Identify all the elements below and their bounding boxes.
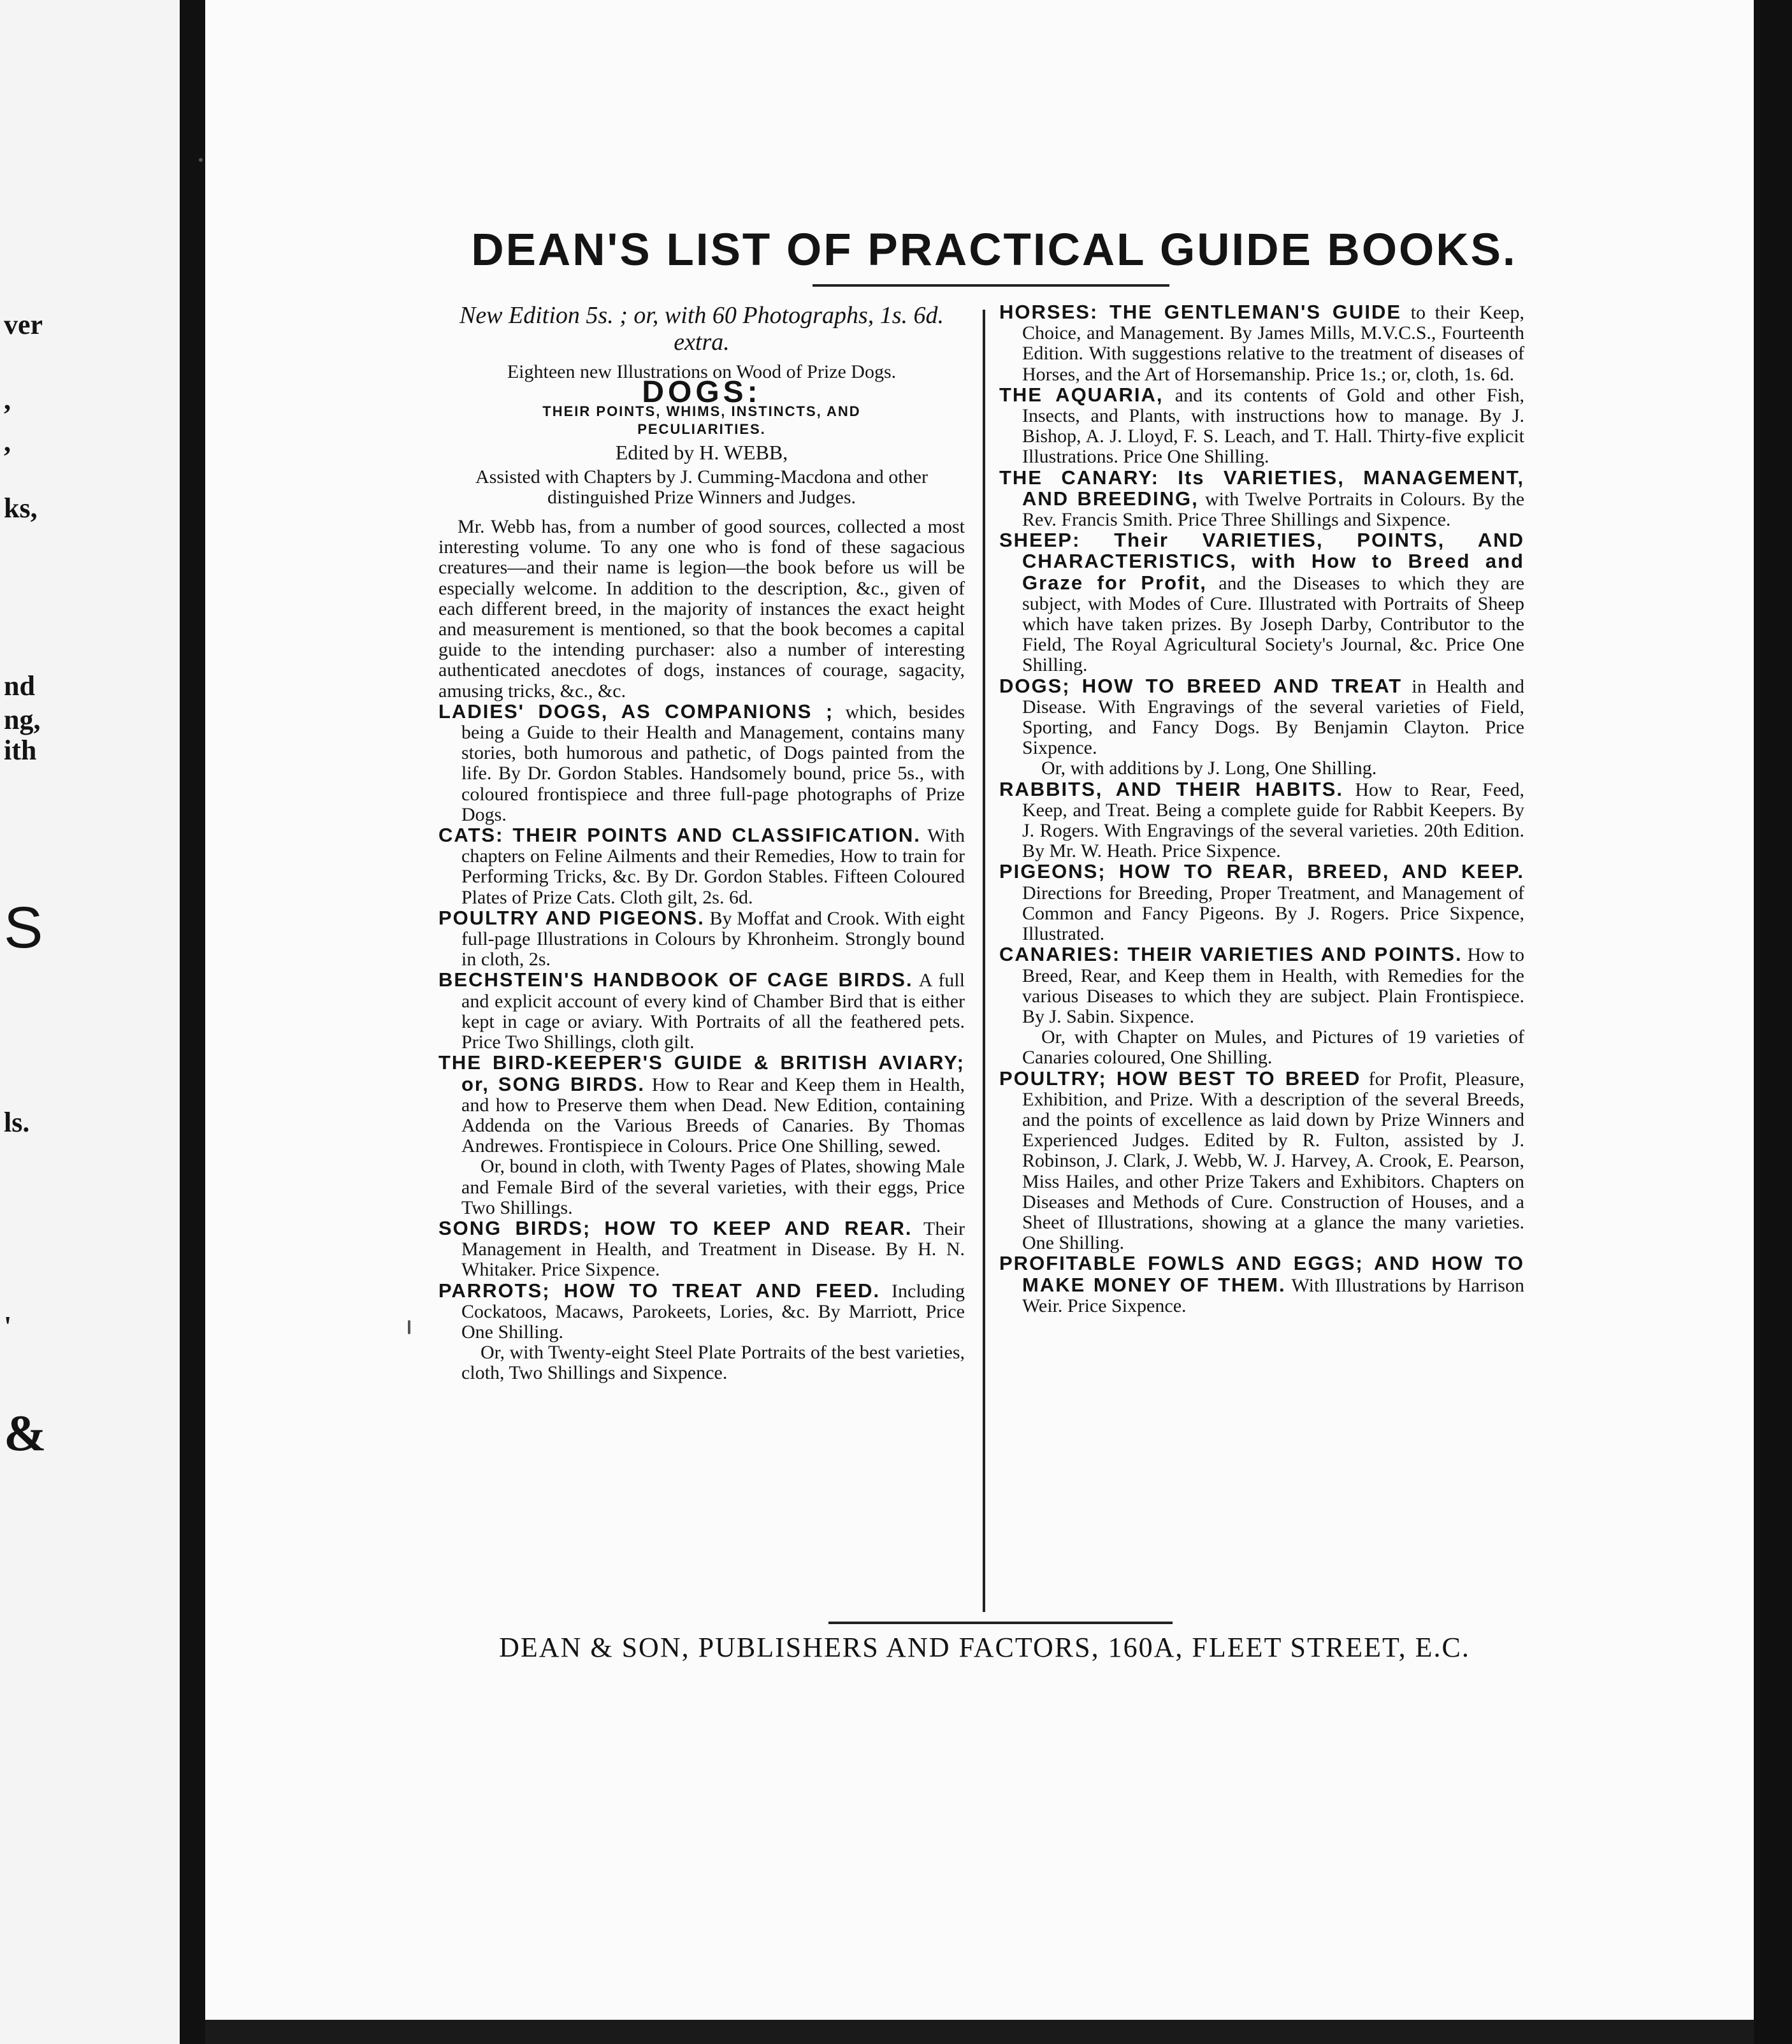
speck: [199, 158, 203, 162]
book-entry: [999, 944, 1524, 1027]
book-title: PROFITABLE FOWLS AND EGGS; AND HOW TO MAKE MONEY OF THEM.: [999, 1252, 1524, 1296]
book-title: THE BIRD-KEEPER'S GUIDE & BRITISH AVIARY; or, SONG BIRDS.: [438, 1051, 965, 1095]
speck: [408, 1320, 410, 1334]
book-title: CATS: THEIR POINTS AND CLASSIFICATION.: [438, 824, 921, 847]
page-edge: [1754, 0, 1792, 2044]
book-alternate-edition: Or, with Chapter on Mules, and Pictures of 19 varieties of Canaries coloured, One Shilling.: [1022, 1026, 1524, 1069]
book-title: PIGEONS; HOW TO REAR, BREED, AND KEEP.: [999, 860, 1524, 883]
book-entry: [999, 530, 1524, 675]
footer-rule: [828, 1622, 1173, 1624]
right-entry-list: [999, 302, 1524, 1316]
facing-page-fragment: &: [4, 1406, 47, 1462]
book-description: to their Keep, Choice, and Management. By James Mills, M.V.C.S., Fourteenth Edition. With suggestions relative to the treatment of diseases of Horses, and the Art of Horsemanship. Price 1s.; or, cloth, 1s. 6d.: [1022, 302, 1524, 385]
book-alternate-edition: Or, bound in cloth, with Twenty Pages of Plates, showing Male and Female Bird of the several varieties, with their eggs, Price Two Shillings.: [461, 1156, 965, 1218]
dogs-editor: Edited by H. WEBB,: [615, 441, 788, 464]
facing-page-fragment: ls.: [4, 1107, 30, 1138]
dogs-assisted: Assisted with Chapters by J. Cumming-Macdona and other distinguished Prize Winners and Judges.: [475, 466, 928, 508]
facing-page-fragment: ': [4, 1311, 12, 1342]
book-entry: [999, 385, 1524, 468]
illustrations-note: Eighteen new Illustrations on Wood of Prize Dogs.: [507, 361, 897, 382]
book-alternate-edition: Or, with additions by J. Long, One Shilling.: [1041, 758, 1377, 779]
facing-page: [0, 0, 180, 2044]
left-column: [438, 302, 965, 1384]
book-entry: [438, 1218, 965, 1281]
book-title: POULTRY; HOW BEST TO BREED: [999, 1067, 1361, 1090]
book-entry: [999, 468, 1524, 531]
book-title: BECHSTEIN'S HANDBOOK OF CAGE BIRDS.: [438, 968, 913, 991]
book-entry: [999, 861, 1524, 944]
book-description: With chapters on Feline Ailments and their Remedies, How to train for Performing Tricks, &c. By Dr. Gordon Stables. Fifteen Coloured Plates of Prize Cats. Cloth gilt, 2s. 6d.: [461, 825, 965, 908]
book-entry: [438, 702, 965, 825]
book-title: THE AQUARIA,: [999, 383, 1164, 406]
book-title: PARROTS; HOW TO TREAT AND FEED.: [438, 1279, 881, 1302]
book-title: LADIES' DOGS, AS COMPANIONS ;: [438, 700, 834, 723]
title-rule: [813, 284, 1169, 287]
facing-page-fragment: ng,: [4, 704, 41, 735]
facing-page-fragment: ver: [4, 309, 43, 340]
book-entry: [999, 779, 1524, 862]
book-entry: [999, 302, 1524, 385]
edition-note: New Edition 5s. ; or, with 60 Photographs, 1s. 6d. extra.: [459, 302, 944, 356]
facing-page-fragment: ith: [4, 735, 37, 766]
publisher-footer: DEAN & SON, PUBLISHERS AND FACTORS, 160A, FLEET STREET, E.C.: [499, 1632, 1470, 1663]
book-description: in Health and Disease. With Engravings of the several varieties of Field, Sporting, and Fancy Dogs. By Benjamin Clayton. Price Sixpence.: [1022, 675, 1524, 759]
book-title: DOGS; HOW TO BREED AND TREAT: [999, 674, 1403, 697]
book-entry: [438, 1281, 965, 1343]
book-description: How to Rear and Keep them in Health, and how to Preserve them when Dead. New Edition, containing Addenda on the Various Breeds of Canaries. By Thomas Andrewes. Frontispiece in Colours. Price One Shilling, sewed.: [461, 1074, 965, 1157]
page-title: DEAN'S LIST OF PRACTICAL GUIDE BOOKS.: [471, 225, 1517, 275]
dogs-description: Mr. Webb has, from a number of good sources, collected a most interesting volume. To any one who is fond of these sagacious creatures—and their name is legion—the book before us will be especially welcome. In addition to the description, &c., given of each different breed, in the majority of instances the exact height and measurement is mentioned, so that the book becomes a capital guide to the intending purchaser: also a number of interesting authenticated anecdotes of dogs, instances of courage, sagacity, amusing tricks, &c., &c.: [438, 516, 965, 702]
book-title: RABBITS, AND THEIR HABITS.: [999, 777, 1343, 800]
book-description: and the Diseases to which they are subject, with Modes of Cure. Illustrated with Portraits of Sheep which have taken prizes. By Joseph Darby, Contributor to the Field, The Royal Agricultural Society's Journal, &c. Price One Shilling.: [1022, 572, 1525, 676]
facing-page-fragment: ks,: [4, 493, 38, 524]
book-entry: [999, 1069, 1524, 1254]
book-description: for Profit, Pleasure, Exhibition, and Prize. With a description of the several Breeds, and the points of excellence as laid down by Prize Winners and Experienced Judges. Edited by R. Fulton, assisted by J. Robinson, J. Clark, J. Webb, W. J. Harvey, A. Crook, E. Pearson, Miss Hailes, and other Prize Takers and Exhibitors. Chapters on Diseases and Methods of Cure. Construction of Houses, and a Sheet of Illustrations, showing at a glance the many varieties. One Shilling.: [1022, 1068, 1525, 1254]
book-entry: [438, 908, 965, 970]
book-entry: [438, 825, 965, 908]
page-edge: [205, 2020, 1754, 2044]
facing-page-fragment: ,: [4, 384, 11, 415]
book-entry: [438, 1053, 965, 1156]
facing-page-fragment: nd: [4, 670, 35, 702]
facing-page-fragment: ,: [4, 426, 11, 457]
right-column: [999, 302, 1524, 1316]
book-description: How to Rear, Feed, Keep, and Treat. Being a complete guide for Rabbit Keepers. By J. Rogers. With Engravings of the several varieties. 20th Edition. By Mr. W. Heath. Price Sixpence.: [1022, 779, 1524, 862]
left-entry-list: [438, 702, 965, 1384]
book-entry: [999, 1253, 1524, 1316]
book-description: A full and explicit account of every kind of Chamber Bird that is either kept in cage or aviary. With Portraits of all the feathered pets. Price Two Shillings, cloth gilt.: [461, 970, 965, 1053]
book-title: SONG BIRDS; HOW TO KEEP AND REAR.: [438, 1216, 913, 1239]
book-title: THE CANARY: Its VARIETIES, MANAGEMENT, AND BREEDING,: [999, 466, 1524, 510]
dogs-subtitle: THEIR POINTS, WHIMS, INSTINCTS, AND PECULIARITIES.: [542, 403, 861, 438]
book-description: How to Breed, Rear, and Keep them in Health, with Remedies for the various Diseases to which they are subject. Plain Frontispiece. By J. Sabin. Sixpence.: [1022, 944, 1525, 1027]
book-title: POULTRY AND PIGEONS.: [438, 906, 705, 929]
book-entry: [438, 970, 965, 1053]
book-description: By Moffat and Crook. With eight full-page Illustrations in Colours by Khronheim. Strongly bound in cloth, 2s.: [461, 907, 965, 970]
book-entry: [999, 676, 1524, 759]
page-gutter: [180, 0, 205, 2044]
column-divider: [983, 310, 985, 1612]
book-description: with Twelve Portraits in Colours. By the Rev. Francis Smith. Price Three Shillings and Sixpence.: [1022, 488, 1525, 531]
book-description: and its contents of Gold and other Fish, Insects, and Plants, with instructions how to manage. By J. Bishop, A. J. Lloyd, F. S. Leach, and T. Hall. Thirty-five explicit Illustrations. Price One Shilling.: [1022, 384, 1524, 468]
book-title: CANARIES: THEIR VARIETIES AND POINTS.: [999, 943, 1463, 966]
book-description: Their Management in Health, and Treatment in Disease. By H. N. Whitaker. Price Sixpence.: [461, 1218, 965, 1281]
book-alternate-edition: Or, with Twenty-eight Steel Plate Portraits of the best varieties, cloth, Two Shillings and Sixpence.: [461, 1342, 965, 1384]
facing-page-fragment: S: [4, 895, 43, 960]
book-description: Directions for Breeding, Proper Treatment, and Management of Common and Fancy Pigeons. By J. Rogers. Price Sixpence, Illustrated.: [1022, 882, 1524, 945]
book-description: which, besides being a Guide to their Health and Management, contains many stories, both humorous and pathetic, of Dogs painted from the life. By Dr. Gordon Stables. Handsomely bound, price 5s., with coloured frontispiece and three full-page photographs of Prize Dogs.: [461, 701, 965, 825]
book-title: HORSES: THE GENTLEMAN'S GUIDE: [999, 301, 1402, 323]
book-description: Including Cockatoos, Macaws, Parokeets, Lories, &c. By Marriott, Price One Shilling.: [461, 1280, 965, 1342]
book-description: With Illustrations by Harrison Weir. Price Sixpence.: [1022, 1274, 1524, 1316]
book-title: SHEEP: Their VARIETIES, POINTS, AND CHARACTERISTICS, with How to Breed and Graze for Profit,: [999, 529, 1524, 594]
dogs-title: DOGS:: [642, 375, 762, 410]
